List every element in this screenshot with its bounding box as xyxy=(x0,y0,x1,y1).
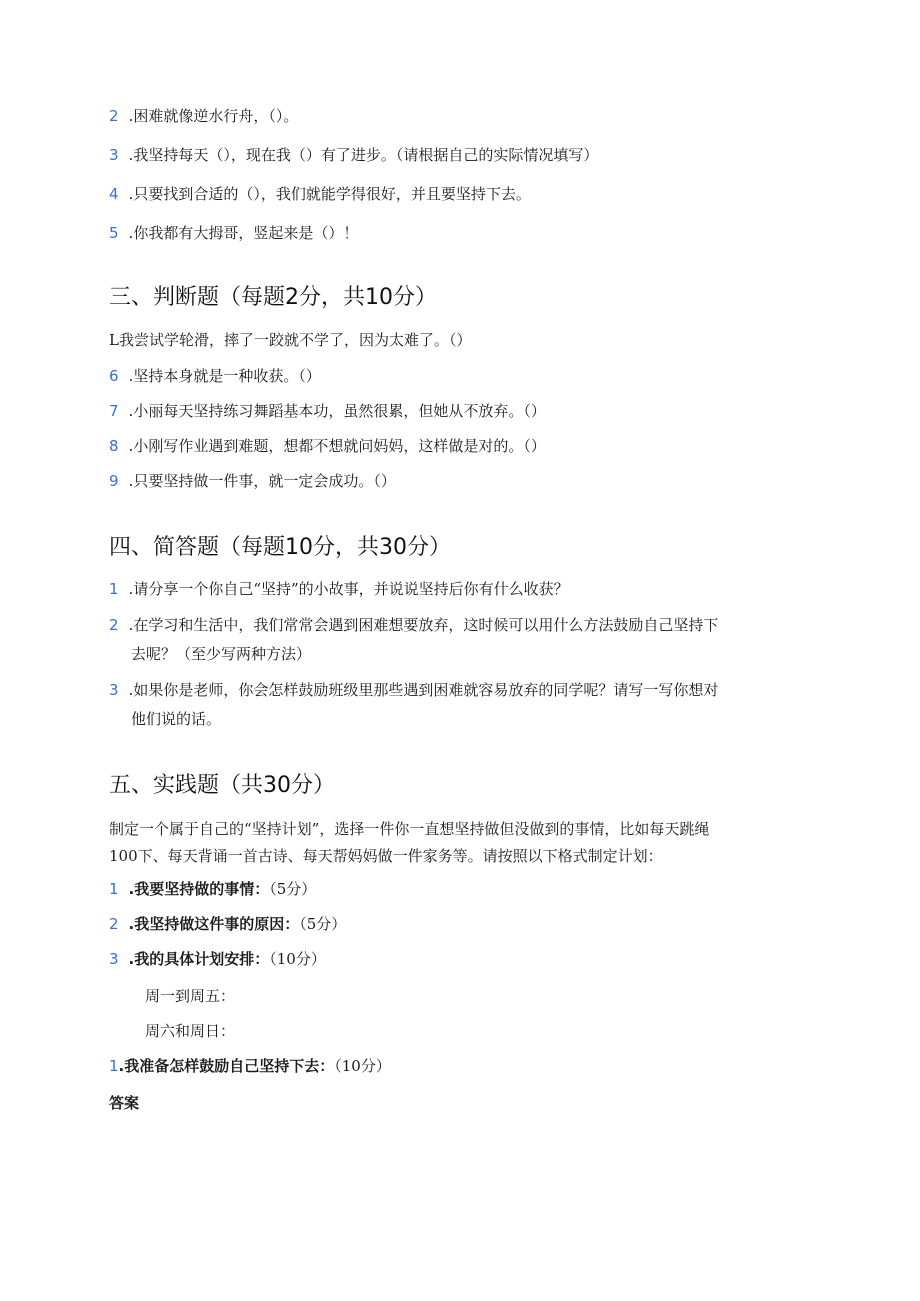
item-text: .在学习和生活中，我们常常会遇到困难想要放弃，这时候可以用什么方法鼓励自己坚持下 xyxy=(128,616,719,634)
item-text: .只要找到合适的（），我们就能学得很好，并且要坚持下去。 xyxy=(128,185,531,203)
section-heading-judge: 三、判断题（每题2分，共10分） xyxy=(109,285,437,310)
judge-item-6 xyxy=(109,366,321,386)
practice-item-1 xyxy=(109,879,316,899)
item-number: 2 xyxy=(109,616,119,634)
item-text: .困难就像逆水行舟，（）。 xyxy=(128,107,299,125)
item-number: 4 xyxy=(109,185,119,203)
judge-item-9 xyxy=(109,471,396,491)
practice-item-2 xyxy=(109,914,346,934)
item-number: 1 xyxy=(109,1057,119,1075)
item-number: 9 xyxy=(109,472,119,490)
item-number: 8 xyxy=(109,437,119,455)
short-answer-item-2-cont: 去呢？（至少写两种方法） xyxy=(131,645,312,663)
item-number: 1 xyxy=(109,880,119,898)
short-answer-item-3 xyxy=(109,680,718,700)
item-text: .如果你是老师，你会怎样鼓励班级里那些遇到困难就容易放弃的同学呢？请写一写你想对 xyxy=(128,681,719,699)
answer-label: 答案 xyxy=(109,1094,140,1112)
practice-intro-line-2: 100下、每天背诵一首古诗、每天帮妈妈做一件家务等。请按照以下格式制定计划： xyxy=(109,847,663,865)
item-text: .小刚写作业遇到难题，想都不想就问妈妈，这样做是对的。（） xyxy=(128,437,546,455)
blank-item-4 xyxy=(109,184,531,204)
item-text: .我坚持每天（），现在我（）有了进步。（请根据自己的实际情况填写） xyxy=(128,146,599,164)
item-number: 2 xyxy=(109,915,119,933)
short-answer-item-2 xyxy=(109,615,718,635)
short-answer-item-3-cont: 他们说的话。 xyxy=(131,710,222,728)
section-heading-practice: 五、实践题（共30分） xyxy=(109,773,335,798)
item-text: .我准备怎样鼓励自己坚持下去： xyxy=(118,1057,335,1075)
item-text: .小丽每天坚持练习舞蹈基本功，虽然很累，但她从不放弃。（） xyxy=(128,402,546,420)
item-text: .你我都有大拇哥，竖起来是（）！ xyxy=(128,224,359,242)
practice-intro-line-1: 制定一个属于自己的“坚持计划”，选择一件你一直想坚持做但没做到的事情，比如每天跳绳 xyxy=(109,820,710,838)
item-number: 7 xyxy=(109,402,119,420)
item-number: 6 xyxy=(109,367,119,385)
item-number: 1 xyxy=(109,580,119,598)
item-text: .我坚持做这件事的原因： xyxy=(128,915,300,933)
item-number: 3 xyxy=(109,950,119,968)
plan-weekdays: 周一到周五： xyxy=(145,987,236,1005)
item-text: .请分享一个你自己“坚持”的小故事，并说说坚持后你有什么收获？ xyxy=(128,580,569,598)
judge-item-7 xyxy=(109,401,546,421)
item-number: 3 xyxy=(109,146,119,164)
plan-weekend: 周六和周日： xyxy=(145,1022,236,1040)
item-score: （10分） xyxy=(334,1057,391,1075)
item-number: 2 xyxy=(109,107,119,125)
blank-item-3 xyxy=(109,145,598,165)
item-number: 3 xyxy=(109,681,119,699)
item-number: 5 xyxy=(109,224,119,242)
judge-item-first: L我尝试学轮滑，摔了一跤就不学了，因为太难了。（） xyxy=(109,331,472,349)
item-text: .我要坚持做的事情： xyxy=(128,880,270,898)
judge-item-8 xyxy=(109,436,546,456)
practice-item-3 xyxy=(109,949,326,969)
item-text: .只要坚持做一件事，就一定会成功。（） xyxy=(128,472,396,490)
practice-item-4 xyxy=(109,1056,391,1076)
item-text: .我的具体计划安排： xyxy=(128,950,270,968)
blank-item-2 xyxy=(109,106,298,126)
item-score: （5分） xyxy=(269,880,317,898)
short-answer-item-1 xyxy=(109,579,569,599)
blank-item-5 xyxy=(109,223,358,243)
item-text: .坚持本身就是一种收获。（） xyxy=(128,367,321,385)
section-heading-short-answer: 四、简答题（每题10分，共30分） xyxy=(109,535,451,560)
item-score: （5分） xyxy=(299,915,347,933)
item-score: （10分） xyxy=(269,950,326,968)
